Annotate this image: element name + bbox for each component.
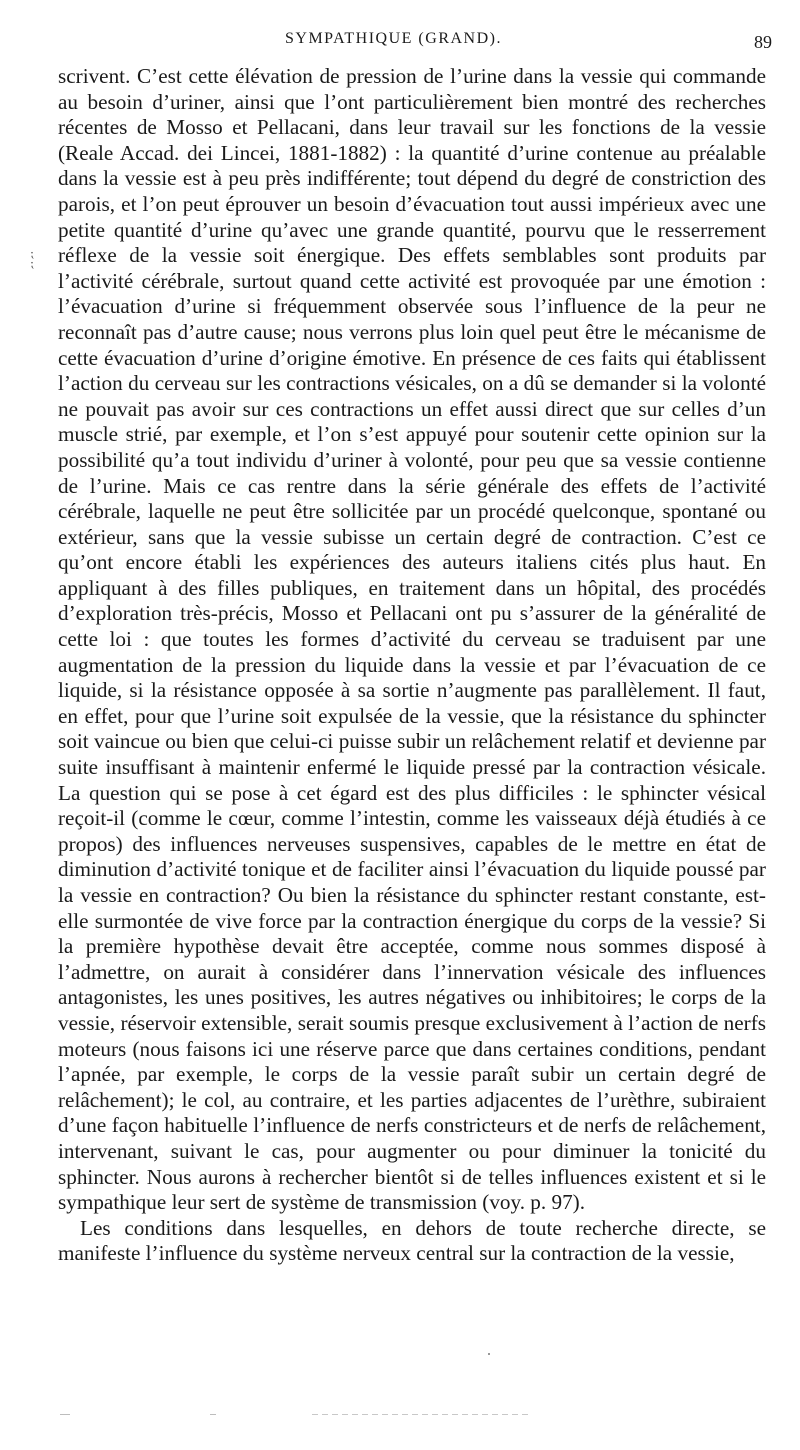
bottom-scan-mark	[60, 1414, 70, 1415]
running-head	[0, 30, 800, 60]
body-text	[58, 64, 766, 1267]
margin-mark: ⁏ ⁏	[30, 246, 35, 270]
stray-dot	[488, 1353, 490, 1355]
page-number: 89	[754, 32, 772, 52]
bottom-scan-mark	[210, 1414, 216, 1415]
bottom-scan-mark	[312, 1414, 532, 1415]
paragraph-conditions: Les conditions dans lesquelles, en dehors de toute recherche directe, se manifeste l’influence du système nerveux central sur la contraction de la vessie,	[58, 1215, 766, 1266]
page-header-title: SYMPATHIQUE (GRAND).	[285, 30, 502, 47]
paragraph-continuation: scrivent. C’est cette élévation de pression de l’urine dans la vessie qui commande au besoin d’uriner, ainsi que l’ont particulièrement bien montré des recherches récentes de Mosso et Pellacani, dans leur travail sur les fonctions de la vessie (Reale Accad. dei Lincei, 1881-1882) : la quantité d’urine contenue au préalable dans la vessie est à peu près indifférente; tout dépend du degré de constriction des parois, et l’on peut éprouver un besoin d’évacuation tout aussi impérieux avec une petite quantité d’urine qu’avec une grande quantité, pourvu que le resserrement réflexe de la vessie soit énergique. Des effets semblables sont produits par l’activité cérébrale, surtout quand cette activité est provoquée par une émotion : l’évacuation d’urine si fréquemment observée sous l’influence de la peur ne reconnaît pas d’autre cause; nous verrons plus loin quel peut être le mécanisme de cette évacuation d’urine d’origine émotive. En présence de ces faits qui établissent l’action du cerveau sur les contractions vésicales, on a dû se demander si la volonté ne pouvait pas avoir sur ces contractions un effet aussi direct que sur celles d’un muscle strié, par exemple, et l’on s’est appuyé pour soutenir cette opinion sur la possibilité qu’a tout individu d’uriner à volonté, pour peu que sa vessie contienne de l’urine. Mais ce cas rentre dans la série générale des effets de l’activité cérébrale, laquelle ne peut être sollicitée par un procédé quelconque, spontané ou extérieur, sans que la vessie subisse un certain degré de contraction. C’est ce qu’ont encore établi les expériences des auteurs italiens cités plus haut. En appliquant à des filles publiques, en traitement dans un hôpital, des procédés d’exploration très-précis, Mosso et Pellacani ont pu s’assurer de la généralité de cette loi : que toutes les formes d’activité du cerveau se traduisent par une augmentation de la pression du liquide dans la vessie et par l’évacuation de ce liquide, si la résistance opposée à sa sortie n’augmente pas parallèlement. Il faut, en effet, pour que l’urine soit expulsée de la vessie, que la résistance du sphincter soit vaincue ou bien que celui-ci puisse subir un relâchement relatif et devienne par suite insuffisant à maintenir enfermé le liquide pressé par la contraction vésicale. La question qui se pose à cet égard est des plus difficiles : le sphincter vésical reçoit-il (comme le cœur, comme l’intestin, comme les vaisseaux déjà étudiés à ce propos) des influences nerveuses suspensives, capables de le mettre en état de diminution d’activité tonique et de faciliter ainsi l’évacuation du liquide poussé par la vessie en contraction? Ou bien la résistance du sphincter restant constante, est-elle surmontée de vive force par la contraction énergique du corps de la vessie? Si la première hypothèse devait être acceptée, comme nous sommes disposé à l’admettre, on aurait à considérer dans l’innervation vésicale des influences antagonistes, les unes positives, les autres négatives ou inhibitoires; le corps de la vessie, réservoir extensible, serait soumis presque exclusivement à l’action de nerfs moteurs (nous faisons ici une réserve parce que dans certaines conditions, pendant l’apnée, par exemple, le corps de la vessie paraît subir un certain degré de relâchement); le col, au contraire, et les parties adjacentes de l’urèthre, subiraient d’une façon habituelle l’influence de nerfs constricteurs et de nerfs de relâchement, intervenant, suivant le cas, pour augmenter ou pour diminuer la tonicité du sphincter. Nous aurons à rechercher bientôt si de telles influences existent et si le sympathique leur sert de système de transmission (voy. p. 97).	[58, 64, 766, 1215]
